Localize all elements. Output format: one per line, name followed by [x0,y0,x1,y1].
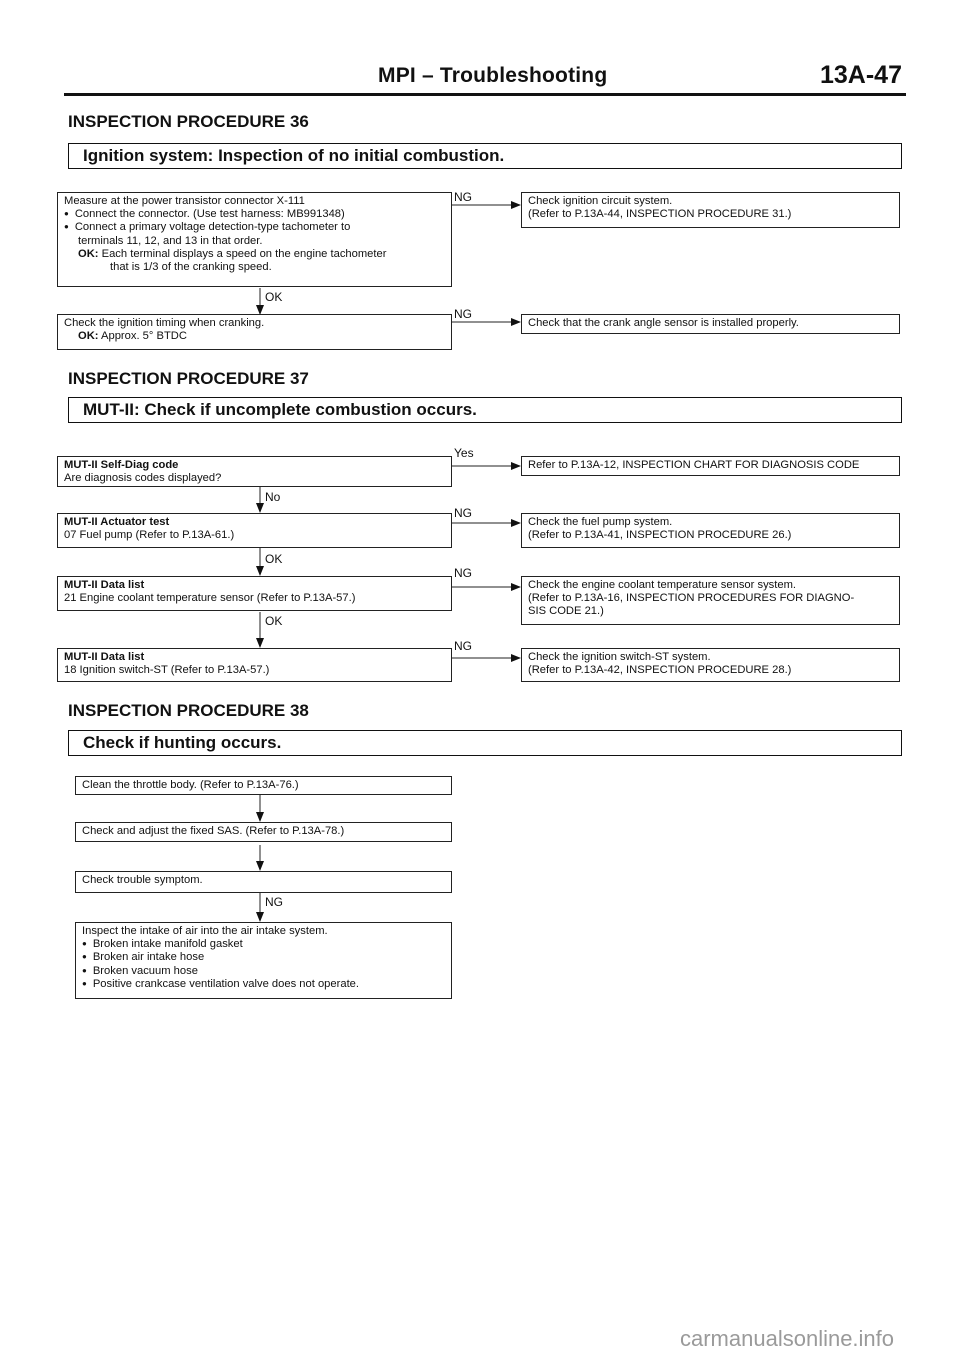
page-header-title: MPI – Troubleshooting [378,64,608,87]
ok-label: OK: [78,330,99,343]
ip37-result4-line: (Refer to P.13A-42, INSPECTION PROCEDURE 28.) [528,664,792,677]
ip37-ng-label-3: NG [454,566,472,580]
ip37-result3-box [521,576,900,625]
watermark: carmanualsonline.info [680,1326,895,1351]
ip37-step4-box [57,648,452,682]
ip38-step4-head: Inspect the intake of air into the air intake system. [82,925,328,937]
ip37-title: INSPECTION PROCEDURE 37 [68,369,309,388]
ip37-ng-label-4: NG [454,639,472,653]
ip36-step2-box [57,314,452,350]
ip36-ng-label-1: NG [454,190,472,204]
ip37-ok-label-3: OK [265,614,283,628]
ip36-step1-box [57,192,452,287]
ip38-ng-label: NG [265,895,283,909]
ip36-step1-line: Measure at the power transistor connector X-111 [64,195,305,207]
ip38-step4-item: ● Positive crankcase ventilation valve does not operate. [82,978,447,991]
ip37-step2-line: 07 Fuel pump (Refer to P.13A-61.) [64,529,235,542]
ip37-result2-line: Check the fuel pump system. [528,516,673,528]
ip36-step1-ok-text: Each terminal displays a speed on the engine tachometer [101,247,387,260]
ip37-result3-line: SIS CODE 21.) [528,605,604,618]
ip37-step2-head: MUT-II Actuator test [64,516,170,528]
ip38-title: INSPECTION PROCEDURE 38 [68,701,309,720]
ip36-result1-line: (Refer to P.13A-44, INSPECTION PROCEDURE 31.) [528,208,792,221]
ip37-result3-line: Check the engine coolant temperature sensor system. [528,579,797,591]
ip37-step1-box [57,456,452,487]
ip37-step4-line: 18 Ignition switch-ST (Refer to P.13A-57.) [64,664,270,677]
ip37-result4-box [521,648,900,682]
ip38-step4-box [75,922,452,999]
ip38-step4-item: ● Broken intake manifold gasket [82,938,447,951]
ip37-result2-box [521,513,900,548]
ip36-step1-line: terminals 11, 12, and 13 in that order. [78,234,263,247]
header-rule [64,93,906,96]
ip36-subtitle: Ignition system: Inspection of no initial combustion. [68,143,902,169]
ip38-step4-item: ● Broken vacuum hose [82,965,447,978]
ok-label: OK: [78,247,99,260]
ip38-step3-box [75,871,452,893]
ip36-result1-line: Check ignition circuit system. [528,195,673,207]
ip36-step2-ok-text: Approx. 5° BTDC [101,330,187,343]
ip36-step1-ok-text-2: that is 1/3 of the cranking speed. [110,261,272,274]
ip37-result3-line: (Refer to P.13A-16, INSPECTION PROCEDURES FOR DIAGNO- [528,592,855,605]
ip37-result1-box [521,456,900,476]
ip37-yes-label: Yes [454,446,474,460]
ip36-step1-bullet: ● Connect the connector. (Use test harness: MB991348) [64,208,447,221]
ip38-step1-box [75,776,452,795]
ip38-step2-line: Check and adjust the fixed SAS. (Refer to P.13A-78.) [82,825,345,837]
ip37-step1-head: MUT-II Self-Diag code [64,459,179,471]
ip36-step2-line: Check the ignition timing when cranking. [64,317,265,329]
ip37-step1-line: Are diagnosis codes displayed? [64,472,222,485]
ip37-ng-label-2: NG [454,506,472,520]
ip36-result2-line: Check that the crank angle sensor is installed properly. [528,317,799,329]
ip37-step3-box [57,576,452,611]
ip37-step4-head: MUT-II Data list [64,651,145,663]
ip38-step3-line: Check trouble symptom. [82,874,203,886]
ip37-step3-line: 21 Engine coolant temperature sensor (Refer to P.13A-57.) [64,592,356,605]
ip38-step4-item: ● Broken air intake hose [82,951,447,964]
ip36-ng-label-2: NG [454,307,472,321]
ip38-step2-box [75,822,452,842]
ip37-step3-head: MUT-II Data list [64,579,145,591]
ip38-subtitle: Check if hunting occurs. [68,730,902,756]
ip37-subtitle: MUT-II: Check if uncomplete combustion occurs. [68,397,902,423]
ip38-step1-line: Clean the throttle body. (Refer to P.13A-76.) [82,779,299,791]
ip37-result2-line: (Refer to P.13A-41, INSPECTION PROCEDURE 26.) [528,529,792,542]
ip36-step1-bullet: ● Connect a primary voltage detection-type tachometer to [64,221,447,234]
ip37-result4-line: Check the ignition switch-ST system. [528,651,711,663]
ip37-step2-box [57,513,452,548]
ip37-result1-line: Refer to P.13A-12, INSPECTION CHART FOR DIAGNOSIS CODE [528,459,860,471]
ip36-ok-label-1: OK [265,290,283,304]
ip37-no-label: No [265,490,281,504]
ip37-ok-label-2: OK [265,552,283,566]
ip36-title: INSPECTION PROCEDURE 36 [68,112,309,131]
page-number: 13A-47 [820,61,902,89]
ip36-result2-box [521,314,900,334]
ip36-result1-box [521,192,900,228]
